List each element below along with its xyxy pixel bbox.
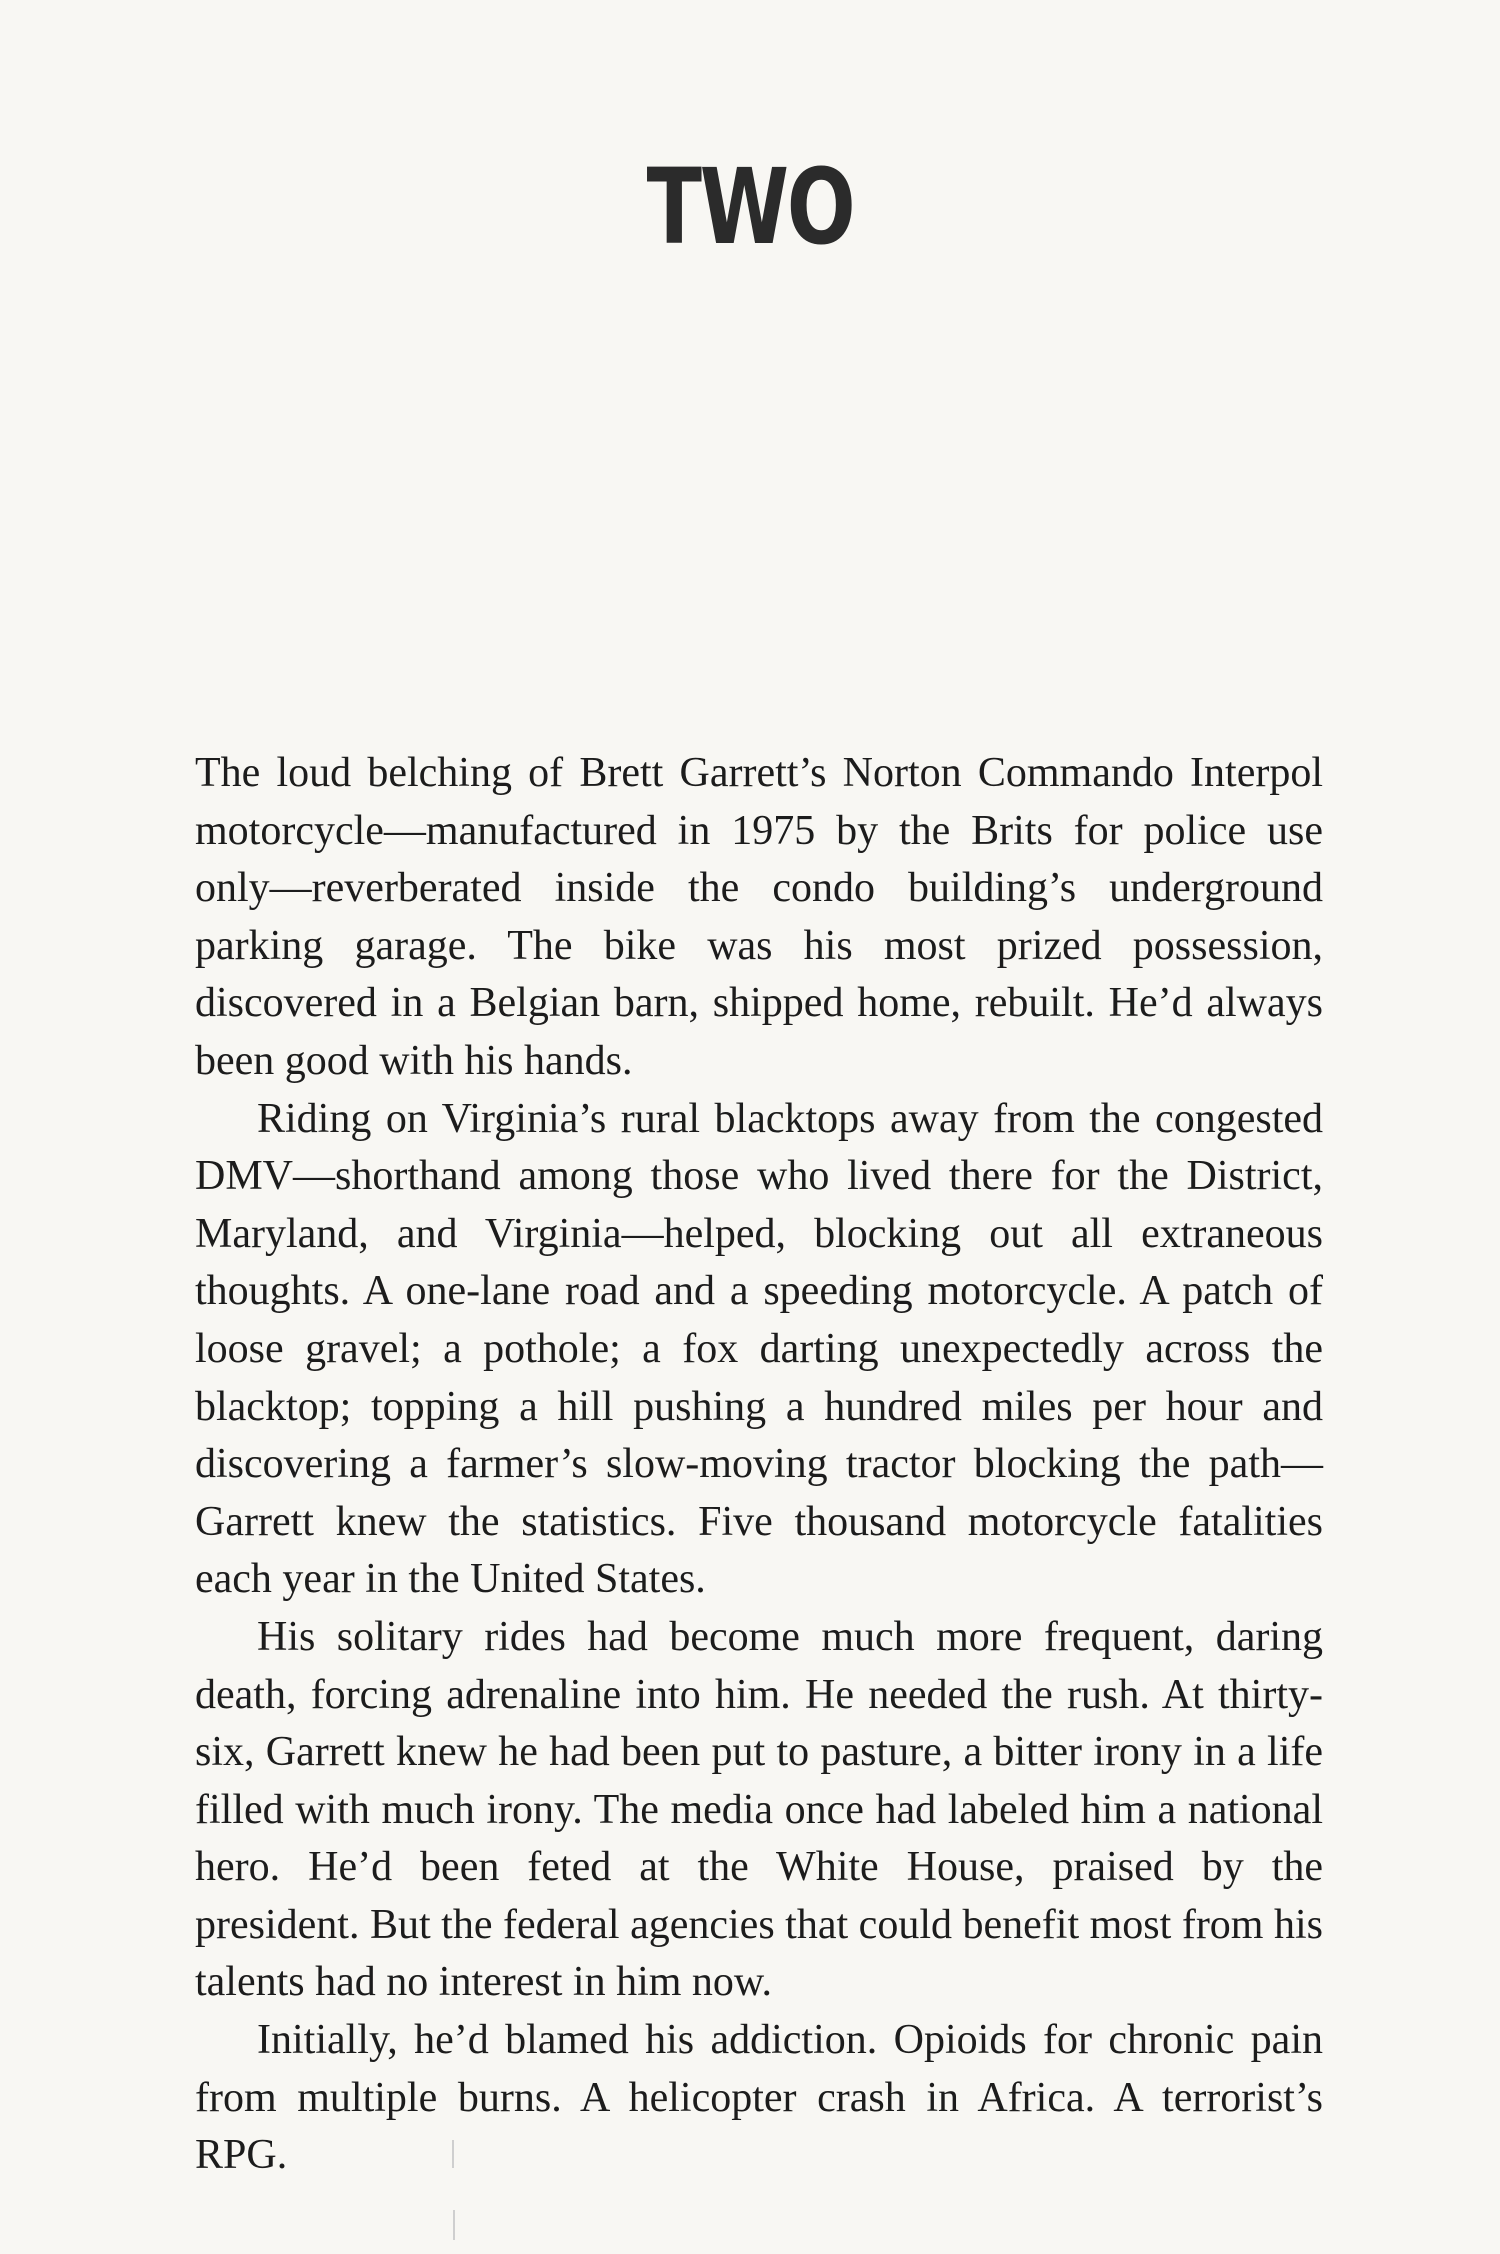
paragraph-1: The loud belching of Brett Garrett’s Norton Commando Interpol motorcycle—manufactured in 1975 by the Brits for police use only—reverberated inside the condo building’s underground parking garage. The bike was his most prized possession, discovered in a Belgian barn, shipped home, rebuilt. He’d always been good with his hands. [195,750,1323,1084]
paragraph-2: Riding on Virginia’s rural blacktops away from the congested DMV—shorthand among those who lived there for the District, Maryland, and Virginia—helped, blocking out all extraneous thoughts. A one-lane road and a speeding motorcycle. A patch of loose gravel; a pothole; a fox darting unexpectedly across the blacktop; topping a hill pushing a hundred miles per hour and discovering a farmer’s slow-moving tractor blocking the path—Garrett knew the statistics. Five thousand motorcycle fatalities each year in the United States. [195,1095,1323,1603]
chapter-body [195,745,1323,2185]
paragraph-4: Initially, he’d blamed his addiction. Opioids for chronic pain from multiple burns. A helicopter crash in Africa. A terrorist’s RPG. [195,2017,1323,2179]
scan-artifact-line [453,2210,455,2240]
scan-artifact-line [452,2140,454,2168]
chapter-title: TWO [646,146,854,268]
paragraph-3: His solitary rides had become much more frequent, daring death, forcing adrenaline into him. He needed the rush. At thirty-six, Garrett knew he had been put to pasture, a bitter irony in a life filled with much irony. The media once had labeled him a national hero. He’d been feted at the White House, praised by the president. But the federal agencies that could benefit most from his talents had no interest in him now. [195,1613,1323,2006]
